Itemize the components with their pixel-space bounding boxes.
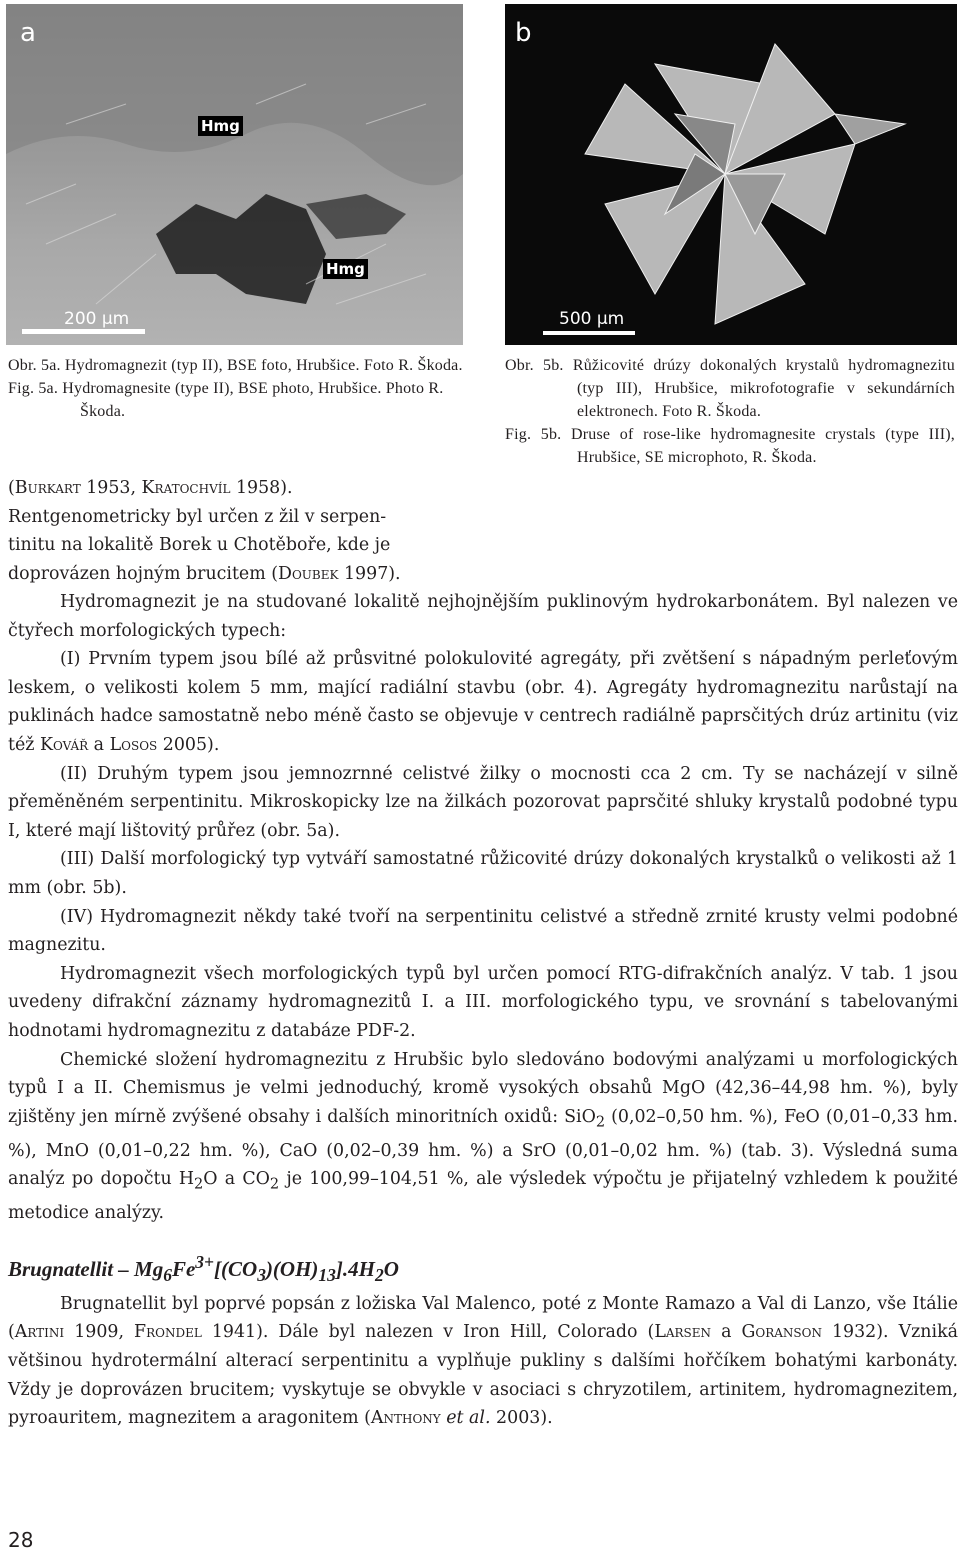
scale-bar-label-b: 500 µm — [559, 309, 625, 329]
figure-5b-photo — [505, 4, 957, 345]
section-heading-brugnatellit: Brugnatellit – $Mg_6Fe^{3+}[(CO_3)(OH)_{13}].4H_2O$ — [8, 1252, 399, 1286]
paragraph-intro: Hydromagnezit je na studované lokalitě nejhojnějším puklinovým hydrokarbonátem. Byl nalezen ve čtyřech morfologických typech: — [8, 592, 958, 641]
left-column-text — [8, 474, 478, 588]
mineral-label-hmg-1: Hmg — [198, 116, 243, 136]
paragraph-type-2: (II) Druhým typem jsou jemnozrnné celistvé žilky o mocnosti cca 2 cm. Ty se nacházejí v silně přeměněném serpentinitu. Mikroskopicky lze na žilkách pozorovat paprsčité shluky krystalů podobné typu I, které mají lištovitý průřez (obr. 5a). — [8, 763, 958, 841]
page-number: 28 — [8, 1528, 34, 1552]
paragraph-xrd: Hydromagnezit všech morfologických typů byl určen pomocí RTG-difrakčních analýz. V tab. 1 jsou uvedeny difrakční záznamy hydromagnezitů I. a III. morfologického typu, ve srovnání s tabelovanými hodnotami hydromagnezitu z databáze PDF-2. — [8, 963, 958, 1041]
left-line-2: Rentgenometricky byl určen z žil v serpen- — [8, 506, 387, 527]
caption-5a-cz: Obr. 5a. Hydromagnezit (typ II), BSE foto, Hrubšice. Foto R. Škoda. — [8, 357, 463, 374]
scale-bar-label-a: 200 µm — [64, 309, 130, 329]
caption-5b-en: Fig. 5b. Druse of rose-like hydromagnesite crystals (type III), Hrubšice, SE microphoto, R. Škoda. — [505, 426, 955, 466]
left-line-4: doprovázen hojným brucitem (Doubek 1997). — [8, 563, 401, 584]
caption-5b-cz: Obr. 5b. Růžicovité drúzy dokonalých krystalů hydromagnezitu (typ III), Hrubšice, mikrofotografie v sekundárních elektronech. Foto R. Škoda. — [505, 357, 955, 420]
panel-label-b: b — [515, 18, 532, 48]
mineral-label-hmg-2: Hmg — [323, 259, 368, 279]
left-line-1: (Burkart 1953, Kratochvíl 1958). — [8, 478, 293, 498]
paragraph-type-4: (IV) Hydromagnezit někdy také tvoří na serpentinitu celistvé a středně zrnité krusty velmi podobné magnezitu. — [8, 906, 958, 956]
paragraph-chemistry: Chemické složení hydromagnezitu z Hrubšic bylo sledováno bodovými analýzami u morfologických typů I a II. Chemismus je velmi jednoduchý, kromě vysokých obsahů MgO (42,36–44,98 hm. %), byly zjištěny jen mírně zvýšené obsahy i dalších minoritních oxidů: SiO$_2$ (0,02–0,50 hm. %), FeO (0,01–0,33 hm. %), MnO (0,01–0,22 hm. %), CaO (0,02–0,39 hm. %) a SrO (0,01–0,02 hm. %) (tab. 3). Výsledná suma analýz po dopočtu $H_2O$ a $CO_2$ je 100,99–104,51 %, ale výsledek výpočtu je přijatelný vzhledem k použité metodice analýzy. — [8, 1049, 958, 1224]
caption-5a-en: Fig. 5a. Hydromagnesite (type II), BSE photo, Hrubšice. Photo R. Škoda. — [8, 380, 444, 420]
left-line-3: tinitu na lokalitě Borek u Chotěboře, kde je — [8, 535, 391, 556]
paragraph-type-3: (III) Další morfologický typ vytváří samostatné růžicovité drúzy dokonalých krystalků o velikosti až 1 mm (obr. 5b). — [8, 849, 958, 898]
caption-5a — [8, 354, 464, 423]
paragraph-brugnatellit: Brugnatellit byl poprvé popsán z ložiska Val Malenco, poté z Monte Ramazo a Val di Lanzo, vše Itálie (Artini 1909, Frondel 1941). Dále byl nalezen v Iron Hill, Colorado (Larsen a Goranson 1932). Vzniká většinou hydrotermální alterací serpentinitu a vyplňuje pukliny s dalšími hořčíkem bohatými karbonáty. Vždy je doprovázen brucitem; vyskytuje se obvykle v asociaci s chryzotilem, artinitem, hydromagnezitem, pyroauritem, magnezitem a aragonitem (Anthony et al. 2003). — [8, 1293, 958, 1429]
panel-label-a: a — [20, 18, 36, 48]
paragraph-type-1: (I) Prvním typem jsou bílé až průsvitné polokulovité agregáty, při zvětšení s nápadným perleťovým leskem, o velikosti kolem 5 mm, mající radiální stavbu (obr. 4). Agregáty hydromagnezitu narůstají na puklinách hadce samostatně nebo méně často se objevuje v centrech radiálně paprsčitých drúz artinitu (viz též Kovář a Losos 2005). — [8, 649, 958, 755]
caption-5b — [505, 354, 955, 469]
body-text — [8, 588, 958, 1433]
figure-5a-photo — [6, 4, 463, 345]
